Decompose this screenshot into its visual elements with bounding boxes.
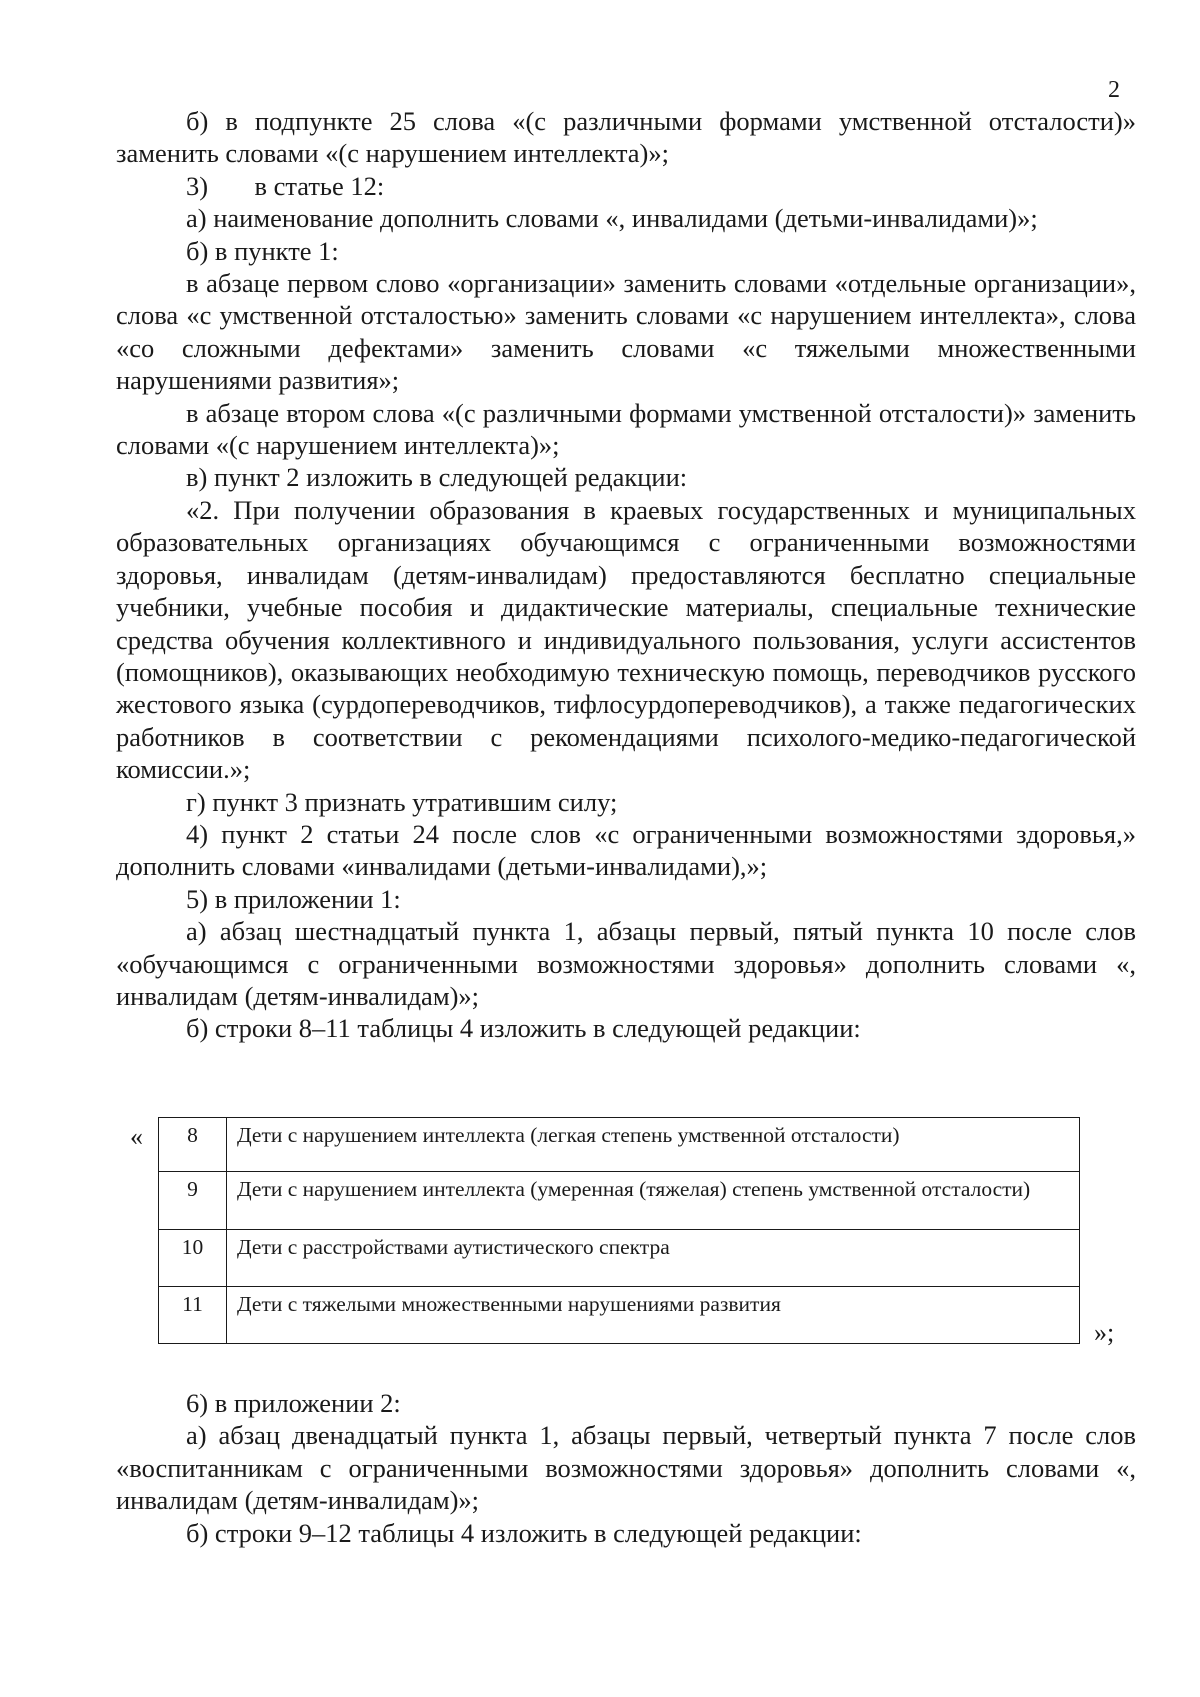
- paragraph: б) в пункте 1:: [186, 235, 339, 266]
- row-text: Дети с расстройствами аутистического спектра: [227, 1230, 1080, 1287]
- page-number: 2: [1108, 77, 1120, 103]
- row-text: Дети с тяжелыми множественными нарушениями развития: [227, 1287, 1080, 1344]
- paragraph: 5) в приложении 1:: [186, 883, 401, 914]
- paragraph: а) абзац двенадцатый пункта 1, абзацы первый, четвертый пункта 7 после слов «воспитанникам с ограниченными возможностями здоровья» дополнить словами «, инвалидам (детям-инвалидам)»;: [116, 1420, 1136, 1516]
- table-open-quote: «: [130, 1122, 143, 1151]
- row-number: 11: [159, 1287, 227, 1344]
- paragraph: «2. При получении образования в краевых государственных и муниципальных образовательных организациях обучающимся с ограниченными возможностями здоровья, инвалидам (детям-инвалидам) предоставляются бесплатно специальные учебники, учебные пособия и дидактические материалы, специальные технические средства обучения коллективного и индивидуального пользования, услуги ассистентов (помощников), оказывающих необходимую техническую помощь, переводчиков русского жестового языка (сурдопереводчиков, тифлосурдопереводчиков), а также педагогических работников в соответствии с рекомендациями психолого-медико-педагогической комиссии.»;: [116, 494, 1136, 785]
- document-body-top: [116, 105, 1136, 1045]
- amendment-table: [158, 1117, 1080, 1344]
- paragraph: 3) в статье 12:: [186, 170, 385, 201]
- document-body-bottom: [116, 1387, 1136, 1549]
- paragraph: а) наименование дополнить словами «, инвалидами (детьми-инвалидами)»;: [186, 203, 1038, 234]
- paragraph: г) пункт 3 признать утратившим силу;: [186, 786, 618, 817]
- row-text: Дети с нарушением интеллекта (умеренная (тяжелая) степень умственной отсталости): [227, 1172, 1080, 1230]
- paragraph: в абзаце первом слово «организации» заменить словами «отдельные организации», слова «с умственной отсталостью» заменить словами «с нарушением интеллекта», слова «со сложными дефектами» заменить словами «с тяжелыми множественными нарушениями развития»;: [116, 268, 1136, 396]
- paragraph: б) в подпункте 25 слова «(с различными формами умственной отсталости)» заменить словами «(с нарушением интеллекта)»;: [116, 106, 1136, 169]
- amendment-table-block: [116, 1117, 1136, 1357]
- paragraph: б) строки 9–12 таблицы 4 изложить в следующей редакции:: [186, 1517, 862, 1548]
- row-number: 9: [159, 1172, 227, 1230]
- paragraph: 6) в приложении 2:: [186, 1388, 401, 1418]
- paragraph: 4) пункт 2 статьи 24 после слов «с ограниченными возможностями здоровья,» дополнить словами «инвалидами (детьми-инвалидами),»;: [116, 818, 1136, 882]
- row-number: 8: [159, 1118, 227, 1172]
- table-row: [159, 1172, 1080, 1230]
- paragraph: в) пункт 2 изложить в следующей редакции:: [186, 462, 688, 493]
- paragraph: в абзаце втором слова «(с различными формами умственной отсталости)» заменить словами «(с нарушением интеллекта)»;: [116, 397, 1136, 461]
- table-row: [159, 1230, 1080, 1287]
- row-number: 10: [159, 1230, 227, 1287]
- paragraph: а) абзац шестнадцатый пункта 1, абзацы первый, пятый пункта 10 после слов «обучающимся с ограниченными возможностями здоровья» дополнить словами «, инвалидам (детям-инвалидам)»;: [116, 916, 1136, 1011]
- table-row: [159, 1287, 1080, 1344]
- row-text: Дети с нарушением интеллекта (легкая степень умственной отсталости): [227, 1118, 1080, 1172]
- table-row: [159, 1118, 1080, 1172]
- paragraph: б) строки 8–11 таблицы 4 изложить в следующей редакции:: [186, 1013, 861, 1044]
- table-close-quote: »;: [1094, 1318, 1115, 1347]
